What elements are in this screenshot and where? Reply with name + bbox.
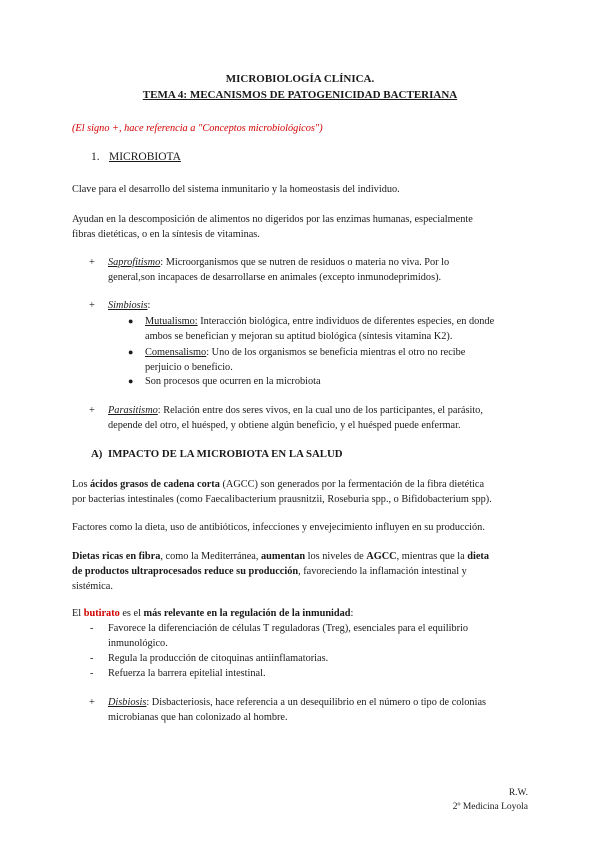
footer-initials: R.W. (508, 788, 528, 798)
subsection-heading (91, 447, 343, 462)
dash-bullet: - (90, 668, 94, 679)
dot-bullet: ● (128, 376, 134, 386)
list-item: Simbiosis: (108, 300, 151, 311)
dot-bullet: ● (128, 347, 134, 357)
paragraph: Los ácidos grasos de cadena corta (AGCC) son generados por la fermentación de la fibra dietética por bacterias intestinales (como Faecalibacterium prausnitzii, Roseburia spp., o Bifidobacterium spp). (72, 479, 492, 505)
dash-bullet: - (90, 623, 94, 634)
term: Disbiosis (108, 697, 147, 708)
footer-course: 2º Medicina Loyola (452, 802, 528, 812)
section-number: 1. (91, 151, 100, 163)
section-label: MICROBIOTA (109, 151, 181, 163)
term: Saprofitismo (108, 257, 161, 268)
list-item: Saprofitismo: Microorganismos que se nutren de residuos o materia no viva. Por lo general,son incapaces de desarrollarse en animales (excepto inmunodeprimidos). (108, 257, 450, 283)
title-line-2: TEMA 4: MECANISMOS DE PATOGENICIDAD BACTERIANA (142, 89, 458, 101)
subsection-number: A) (91, 448, 103, 460)
plus-bullet: + (89, 697, 95, 708)
plus-bullet: + (89, 300, 95, 311)
term: Comensalismo (145, 347, 207, 358)
term: Parasitismo (108, 405, 158, 416)
plus-bullet: + (89, 257, 95, 268)
plus-bullet: + (89, 405, 95, 416)
paragraph: Dietas ricas en fibra, como la Mediterránea, aumentan los niveles de AGCC, mientras que la dieta de productos ultraprocesados reduce su producción, favoreciendo la inflamación intestinal y sistémica. (72, 551, 489, 592)
subsection-label: IMPACTO DE LA MICROBIOTA EN LA SALUD (108, 448, 343, 460)
paragraph: Factores como la dieta, uso de antibióticos, infecciones y envejecimiento influyen en su producción. (72, 522, 485, 533)
list-item: Parasitismo: Relación entre dos seres vivos, en la cual uno de los participantes, el parásito, depende del otro, el huésped, y obtiene algún beneficio, y el huésped puede enfermar. (108, 405, 483, 431)
sub-list-item: Mutualismo: Interacción biológica, entre individuos de diferentes especies, en donde ambos se benefician y mejoran su aptitud biológica (síntesis vitamina K2). (145, 316, 495, 342)
section-heading (91, 150, 181, 165)
document-title (0, 71, 600, 103)
paragraph: El butirato es el más relevante en la regulación de la inmunidad: (72, 608, 354, 619)
sub-list-item: Comensalismo: Uno de los organismos se beneficia mientras el otro no recibe perjuicio o beneficio. (145, 347, 466, 373)
list-item: Favorece la diferenciación de células T reguladoras (Treg), esenciales para el equilibrio inmunológico. (108, 623, 469, 649)
dot-bullet: ● (128, 316, 134, 326)
legend-note: (El signo +, hace referencia a "Conceptos microbiológicos") (72, 123, 323, 134)
list-item: Refuerza la barrera epitelial intestinal. (108, 668, 266, 679)
list-item: Regula la producción de citoquinas antiinflamatorias. (108, 653, 329, 664)
paragraph: Clave para el desarrollo del sistema inmunitario y la homeostasis del individuo. (72, 184, 400, 195)
list-item: Disbiosis: Disbacteriosis, hace referencia a un desequilibrio en el número o tipo de colonias microbianas que han colonizado al hombre. (108, 697, 487, 723)
highlight-butirato: butirato (83, 608, 120, 619)
term: Mutualismo: (145, 316, 198, 327)
term: Simbiosis (108, 300, 148, 311)
title-line-1: MICROBIOLOGÍA CLÍNICA. (225, 73, 375, 85)
sub-list-item: Son procesos que ocurren en la microbiota (145, 376, 321, 387)
paragraph: Ayudan en la descomposición de alimentos no digeridos por las enzimas humanas, especialmente fibras dietéticas, o en la síntesis de vitaminas. (72, 214, 473, 240)
dash-bullet: - (90, 653, 94, 664)
